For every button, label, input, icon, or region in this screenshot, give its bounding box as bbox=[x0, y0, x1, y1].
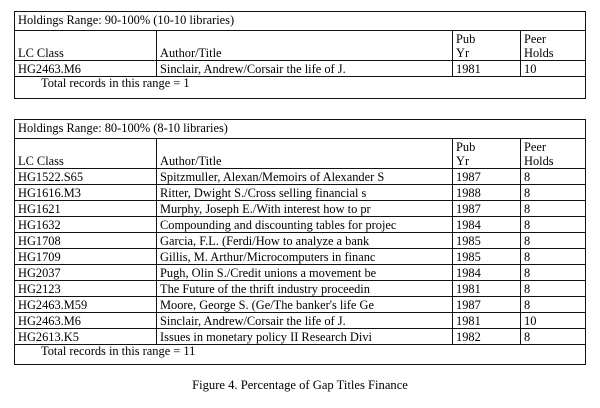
cell-peer-holds: 8 bbox=[521, 281, 586, 297]
table-row bbox=[15, 329, 585, 345]
table-row bbox=[15, 265, 585, 281]
cell-lc-class: HG1709 bbox=[15, 249, 157, 265]
cell-author-title: Compounding and discounting tables for projec bbox=[157, 217, 453, 233]
table-row bbox=[15, 297, 585, 313]
cell-lc-class: HG2613.K5 bbox=[15, 329, 157, 345]
cell-author-title: Ritter, Dwight S./Cross selling financial s bbox=[157, 185, 453, 201]
table-row bbox=[15, 281, 585, 297]
cell-pub-yr: 1988 bbox=[453, 185, 521, 201]
cell-author-title: Garcia, F.L. (Ferdi/How to analyze a bank bbox=[157, 233, 453, 249]
cell-pub-yr: 1987 bbox=[453, 169, 521, 185]
table-row bbox=[15, 185, 585, 201]
header-lc-class: LC Class bbox=[15, 139, 157, 169]
cell-peer-holds: 8 bbox=[521, 233, 586, 249]
cell-peer-holds: 8 bbox=[521, 249, 586, 265]
header-author-title: Author/Title bbox=[157, 139, 453, 169]
cell-lc-class: HG1632 bbox=[15, 217, 157, 233]
cell-author-title: Moore, George S. (Ge/The banker's life Ge bbox=[157, 297, 453, 313]
holdings-range-90-100 bbox=[14, 11, 586, 99]
header-row bbox=[15, 139, 585, 169]
table-row bbox=[15, 201, 585, 217]
cell-peer-holds: 8 bbox=[521, 329, 586, 345]
cell-pub-yr: 1987 bbox=[453, 297, 521, 313]
cell-peer-holds: 8 bbox=[521, 217, 586, 233]
cell-pub-yr: 1982 bbox=[453, 329, 521, 345]
cell-peer-holds: 8 bbox=[521, 185, 586, 201]
header-pub-yr: Pub Yr bbox=[453, 139, 521, 169]
range-total: Total records in this range = 11 bbox=[41, 344, 196, 358]
cell-pub-yr: 1984 bbox=[453, 217, 521, 233]
header-peer-holds: Peer Holds bbox=[521, 139, 586, 169]
cell-lc-class: HG1522.S65 bbox=[15, 169, 157, 185]
cell-author-title: Spitzmuller, Alexan/Memoirs of Alexander S bbox=[157, 169, 453, 185]
cell-pub-yr: 1985 bbox=[453, 233, 521, 249]
header-row bbox=[15, 31, 585, 61]
cell-peer-holds: 10 bbox=[521, 61, 586, 77]
holdings-range-80-100 bbox=[14, 119, 586, 365]
holdings-table bbox=[15, 31, 585, 77]
header-lc-class: LC Class bbox=[15, 31, 157, 61]
cell-peer-holds: 8 bbox=[521, 201, 586, 217]
cell-peer-holds: 10 bbox=[521, 313, 586, 329]
header-author-title: Author/Title bbox=[157, 31, 453, 61]
table-row bbox=[15, 233, 585, 249]
header-peer-holds: Peer Holds bbox=[521, 31, 586, 61]
cell-author-title: The Future of the thrift industry proceedin bbox=[157, 281, 453, 297]
cell-lc-class: HG2037 bbox=[15, 265, 157, 281]
cell-lc-class: HG1621 bbox=[15, 201, 157, 217]
cell-peer-holds: 8 bbox=[521, 169, 586, 185]
cell-author-title: Sinclair, Andrew/Corsair the life of J. bbox=[157, 61, 453, 77]
table-row bbox=[15, 169, 585, 185]
cell-lc-class: HG1708 bbox=[15, 233, 157, 249]
cell-pub-yr: 1984 bbox=[453, 265, 521, 281]
holdings-table bbox=[15, 139, 585, 345]
table-row bbox=[15, 61, 585, 77]
cell-author-title: Murphy, Joseph E./With interest how to pr bbox=[157, 201, 453, 217]
range-total: Total records in this range = 1 bbox=[41, 76, 190, 90]
cell-author-title: Issues in monetary policy II Research Divi bbox=[157, 329, 453, 345]
cell-pub-yr: 1987 bbox=[453, 201, 521, 217]
cell-pub-yr: 1981 bbox=[453, 61, 521, 77]
cell-pub-yr: 1985 bbox=[453, 249, 521, 265]
cell-author-title: Pugh, Olin S./Credit unions a movement be bbox=[157, 265, 453, 281]
cell-lc-class: HG2463.M6 bbox=[15, 313, 157, 329]
header-pub-yr: Pub Yr bbox=[453, 31, 521, 61]
cell-author-title: Sinclair, Andrew/Corsair the life of J. bbox=[157, 313, 453, 329]
cell-lc-class: HG2463.M6 bbox=[15, 61, 157, 77]
table-row bbox=[15, 313, 585, 329]
cell-lc-class: HG1616.M3 bbox=[15, 185, 157, 201]
range-title: Holdings Range: 90-100% (10-10 libraries) bbox=[15, 12, 585, 31]
cell-pub-yr: 1981 bbox=[453, 281, 521, 297]
table-row bbox=[15, 217, 585, 233]
figure-caption: Figure 4. Percentage of Gap Titles Finance bbox=[192, 378, 408, 392]
cell-peer-holds: 8 bbox=[521, 297, 586, 313]
cell-peer-holds: 8 bbox=[521, 265, 586, 281]
cell-lc-class: HG2123 bbox=[15, 281, 157, 297]
table-row bbox=[15, 249, 585, 265]
cell-lc-class: HG2463.M59 bbox=[15, 297, 157, 313]
cell-pub-yr: 1981 bbox=[453, 313, 521, 329]
range-title: Holdings Range: 80-100% (8-10 libraries) bbox=[15, 120, 585, 139]
cell-author-title: Gillis, M. Arthur/Microcomputers in financ bbox=[157, 249, 453, 265]
